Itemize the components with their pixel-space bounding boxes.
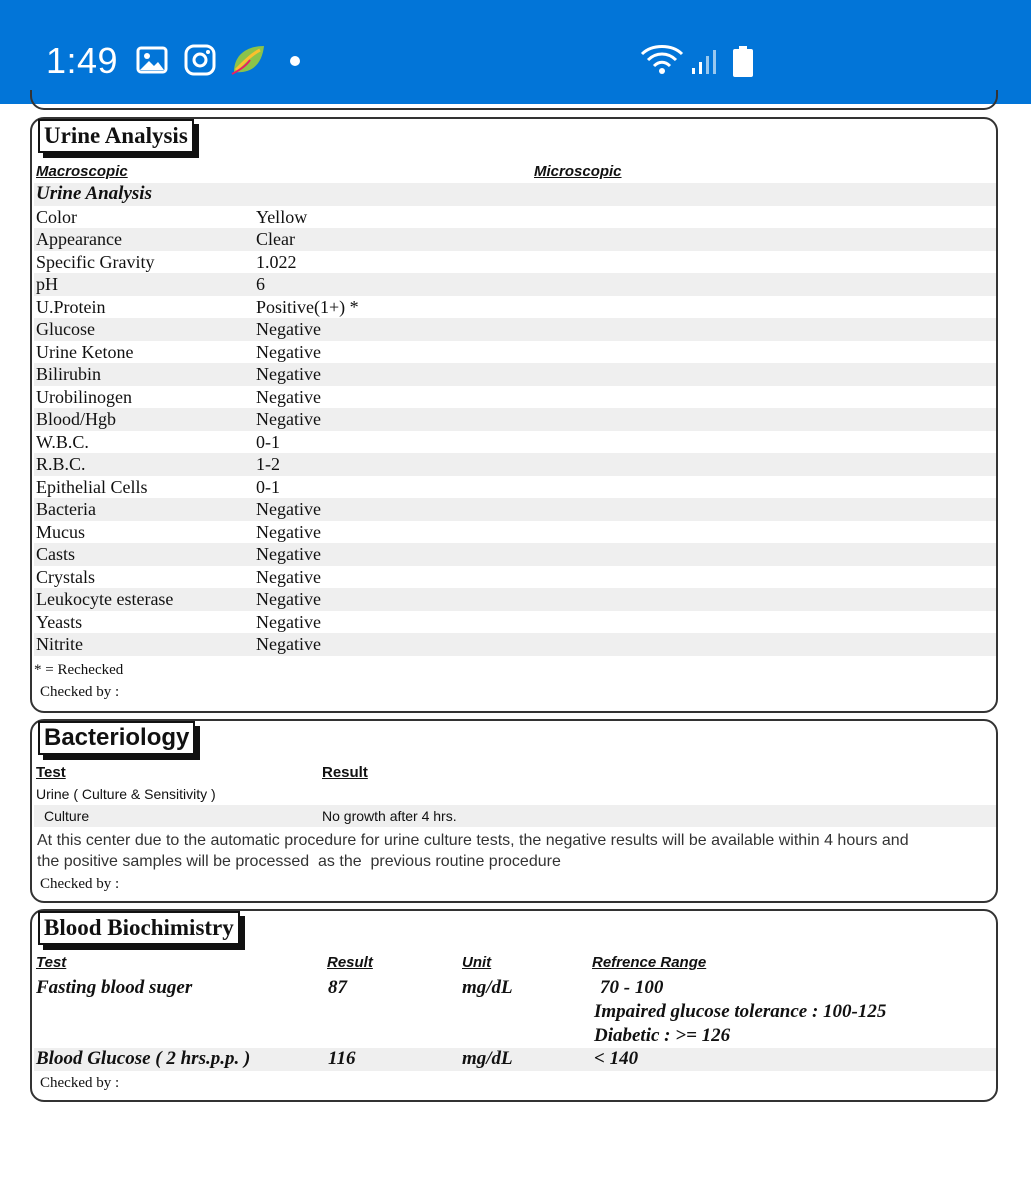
test-name: W.B.C. — [36, 431, 89, 452]
note-text-line-2: the positive samples will be processed as the previous routine procedure — [37, 853, 561, 870]
test-result: Negative — [256, 386, 321, 407]
test-result: Negative — [256, 566, 321, 587]
reference-range: Diabetic : >= 126 — [594, 1025, 731, 1046]
test-result: Negative — [256, 589, 321, 609]
table-row — [34, 206, 996, 229]
microscopic-header: Microscopic — [534, 163, 622, 180]
test-name: Urobilinogen — [36, 386, 132, 407]
footnote: * = Rechecked — [34, 662, 124, 678]
culture-label: Culture — [44, 808, 90, 824]
test-unit: mg/dL — [462, 977, 513, 998]
test-result: Positive(1+) * — [256, 296, 359, 317]
culture-result: No growth after 4 hrs. — [322, 808, 457, 824]
table-row — [34, 251, 996, 274]
test-result: Negative — [256, 544, 321, 564]
test-result: Negative — [256, 521, 321, 542]
table-row — [34, 633, 996, 656]
blood-biochemistry-section — [30, 909, 998, 1102]
table-row — [34, 386, 996, 409]
test-name: R.B.C. — [36, 454, 86, 474]
test-name: U.Protein — [36, 296, 106, 317]
table-row — [34, 318, 996, 341]
test-result: 1.022 — [256, 251, 297, 272]
previous-section-border — [30, 90, 998, 110]
test-name: Yeasts — [36, 611, 83, 632]
status-bar — [0, 0, 1031, 104]
test-name: Urine Ketone — [36, 341, 134, 362]
wifi-icon — [640, 44, 684, 76]
bacteriology-section — [30, 719, 998, 903]
test-name: Glucose — [36, 319, 95, 339]
test-name: Blood Glucose ( 2 hrs.p.p. ) — [36, 1048, 251, 1069]
result-header: Result — [322, 764, 368, 781]
gallery-icon — [136, 46, 168, 74]
test-name: Bilirubin — [36, 364, 102, 384]
test-name: Specific Gravity — [36, 251, 155, 272]
table-row — [34, 431, 996, 454]
section-title: Blood Biochimistry — [38, 911, 240, 945]
test-result: 0-1 — [256, 476, 280, 497]
table-row — [34, 341, 996, 364]
table-row — [34, 408, 996, 431]
test-result: Negative — [256, 634, 321, 654]
test-name: Leukocyte esterase — [36, 589, 174, 609]
test-name: Nitrite — [36, 634, 83, 654]
test-name: Epithelial Cells — [36, 476, 148, 497]
table-row — [34, 566, 996, 589]
reference-range: 70 - 100 — [600, 977, 664, 998]
test-name: Bacteria — [36, 499, 96, 519]
test-result: Negative — [256, 409, 321, 429]
test-result: 0-1 — [256, 431, 280, 452]
test-result: Negative — [256, 341, 321, 362]
test-name: pH — [36, 274, 58, 294]
test-result: 116 — [328, 1048, 356, 1069]
test-result: 6 — [256, 274, 265, 294]
table-row — [34, 228, 996, 251]
table-row — [34, 476, 996, 499]
urine-analysis-section — [30, 117, 998, 713]
note-text-line-1: At this center due to the automatic procedure for urine culture tests, the negative results will be available within 4 hours and — [37, 832, 909, 849]
table-row — [34, 805, 996, 827]
table-row — [34, 273, 996, 296]
test-header: Test — [36, 954, 67, 971]
macroscopic-header: Macroscopic — [36, 163, 128, 180]
test-result: 1-2 — [256, 454, 280, 474]
table-row — [34, 611, 996, 634]
checked-by: Checked by : — [40, 684, 120, 700]
checked-by: Checked by : — [40, 1075, 120, 1091]
checked-by: Checked by : — [40, 876, 120, 892]
group-label: Urine ( Culture & Sensitivity ) — [36, 786, 216, 802]
table-row — [34, 543, 996, 566]
table-row — [34, 453, 996, 476]
reference-range: < 140 — [594, 1048, 639, 1069]
test-result: Negative — [256, 319, 321, 339]
leaf-app-icon — [230, 44, 266, 76]
result-header: Result — [327, 954, 373, 971]
test-name: Crystals — [36, 566, 96, 587]
table-row — [34, 588, 996, 611]
unit-header: Unit — [462, 954, 492, 971]
signal-icon — [690, 48, 718, 76]
test-result: Negative — [256, 611, 321, 632]
test-result: Negative — [256, 499, 321, 519]
instagram-icon — [184, 44, 216, 76]
test-name: Appearance — [36, 229, 122, 249]
test-name: Mucus — [36, 521, 85, 542]
test-name: Fasting blood suger — [36, 977, 193, 998]
section-title: Urine Analysis — [38, 119, 194, 153]
table-row — [34, 296, 996, 319]
notification-dot-icon — [290, 56, 300, 66]
reference-range: Impaired glucose tolerance : 100-125 — [594, 1001, 887, 1022]
status-time: 1:49 — [46, 40, 119, 81]
test-name: Casts — [36, 544, 76, 564]
test-result: Clear — [256, 229, 295, 249]
reference-range-header: Refrence Range — [592, 954, 707, 971]
table-row — [34, 521, 996, 544]
battery-icon — [732, 46, 754, 78]
section-title: Bacteriology — [38, 721, 195, 755]
table-row — [34, 498, 996, 521]
test-result: Yellow — [256, 206, 308, 227]
test-result: Negative — [256, 364, 321, 384]
table-row — [34, 363, 996, 386]
test-result: 87 — [328, 977, 347, 998]
test-header: Test — [36, 764, 66, 781]
table-row — [34, 183, 996, 206]
test-unit: mg/dL — [462, 1048, 513, 1069]
test-name: Color — [36, 206, 78, 227]
test-name: Blood/Hgb — [36, 409, 117, 429]
group-label: Urine Analysis — [36, 183, 152, 204]
